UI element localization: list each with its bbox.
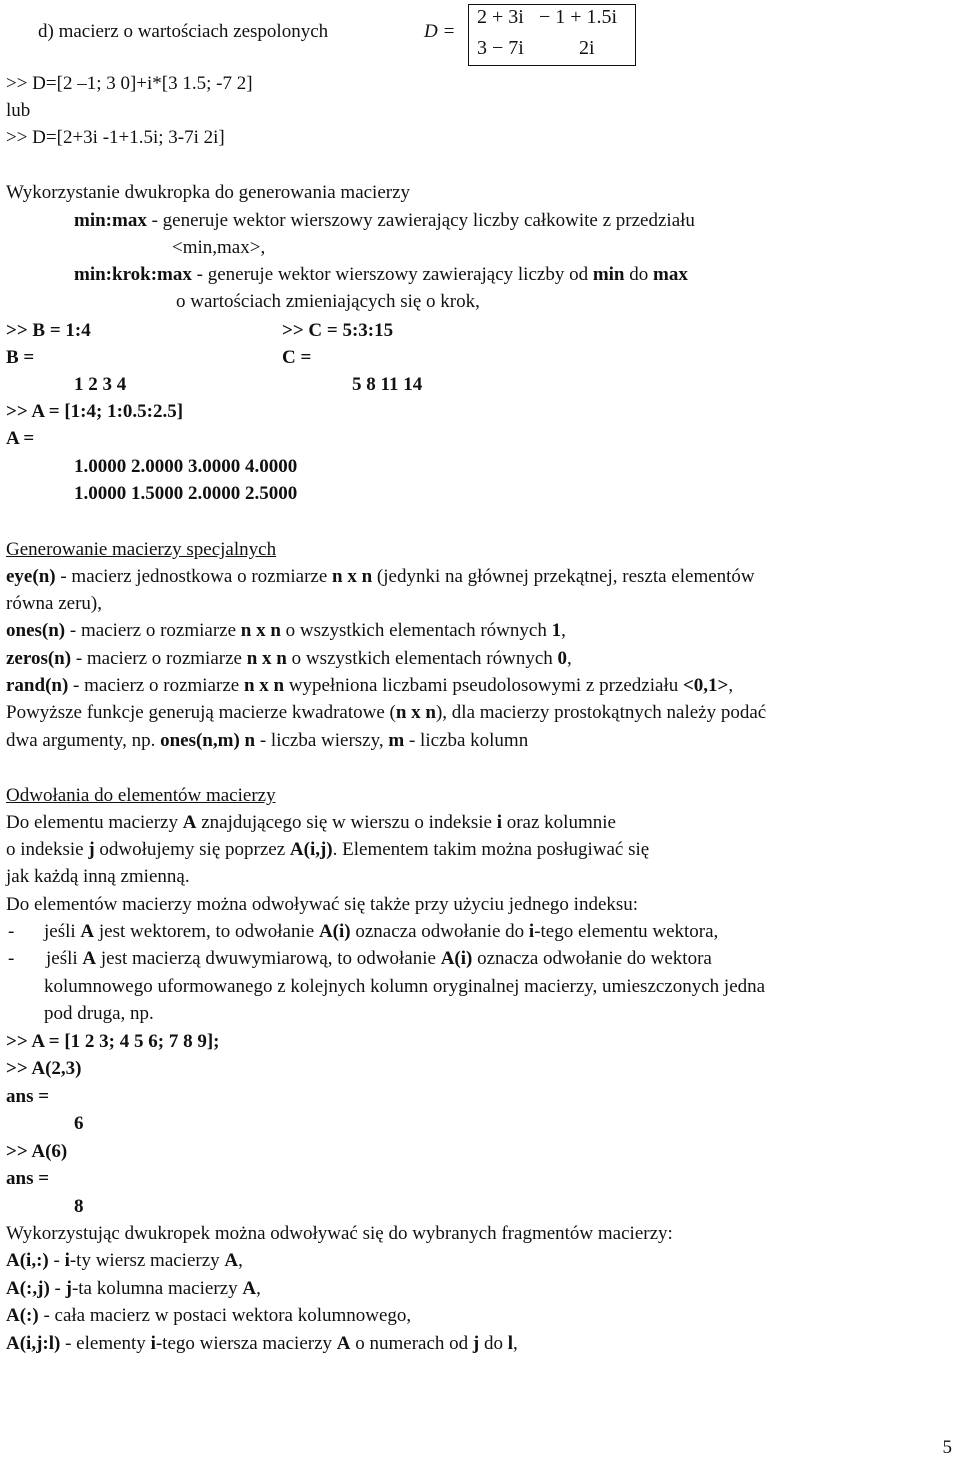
text-line: A(i,:) - i-ty wiersz macierzy A, [6,1250,243,1271]
text-line: zeros(n) - macierz o rozmiarze n x n o wszystkich elementach równych 0, [6,648,572,669]
command-line: >> A = [1:4; 1:0.5:2.5] [6,401,184,422]
list-dash: - [8,948,15,969]
complex-matrix [468,4,636,66]
text-line: o indeksie j odwołujemy się poprzez A(i,j). Elementem takim można posługiwać się [6,839,650,860]
command-line: >> C = 5:3:15 [282,320,394,341]
matrix-cell: 3 − 7i [477,37,524,59]
section-heading: Generowanie macierzy specjalnych [6,539,277,560]
text-line: A(i,j:l) - elementy i-tego wiersza macierzy A o numerach od j do l, [6,1333,518,1354]
text-line: Powyższe funkcje generują macierze kwadratowe (n x n), dla macierzy prostokątnych należy podać [6,702,767,723]
list-item-continuation: kolumnowego uformowanego z kolejnych kolumn oryginalnej macierzy, umieszczonych jedna [44,976,766,997]
text-line: lub [6,100,31,121]
command-line: >> D=[2 –1; 3 0]+i*[3 1.5; -7 2] [6,73,253,94]
output-line: 1 2 3 4 [74,374,127,395]
text-line: rand(n) - macierz o rozmiarze n x n wypełniona liczbami pseudolosowymi z przedziału <0,1>, [6,675,734,696]
command-line: >> A = [1 2 3; 4 5 6; 7 8 9]; [6,1031,220,1052]
text-line: dwa argumenty, np. ones(n,m) n - liczba wierszy, m - liczba kolumn [6,730,529,751]
output-line: 1.0000 1.5000 2.0000 2.5000 [74,483,298,504]
page-number: 5 [942,1437,952,1458]
text-line: A(:,j) - j-ta kolumna macierzy A, [6,1278,261,1299]
list-item: jeśli A jest macierzą dwuwymiarową, to odwołanie A(i) oznacza odwołanie do wektora [46,948,712,969]
command-line: >> A(6) [6,1141,68,1162]
matrix-cell: − 1 + 1.5i [539,6,618,28]
list-item: jeśli A jest wektorem, to odwołanie A(i) oznacza odwołanie do i-tego elementu wektora, [44,921,719,942]
matrix-cell: 2i [579,37,595,59]
text-line: jak każdą inną zmienną. [6,866,190,887]
text-line: min:max - generuje wektor wierszowy zawierający liczby całkowite z przedziału [74,210,695,231]
output-line: C = [282,347,312,368]
matrix-variable: D = [424,21,456,42]
text-line: eye(n) - macierz jednostkowa o rozmiarze n x n (jedynki na głównej przekątnej, reszta elementów [6,566,755,587]
text-line: Do elementów macierzy można odwoływać się także przy użyciu jednego indeksu: [6,894,639,915]
text-line: o wartościach zmieniających się o krok, [176,291,480,312]
output-line: 5 8 11 14 [352,374,423,395]
output-line: 8 [74,1196,84,1217]
section-heading: Odwołania do elementów macierzy [6,785,276,806]
output-line: ans = [6,1168,50,1189]
output-line: A = [6,428,35,449]
item-label: d) macierz o wartościach zespolonych [38,21,329,42]
output-line: 6 [74,1113,84,1134]
text-line: ones(n) - macierz o rozmiarze n x n o wszystkich elementach równych 1, [6,620,566,641]
text-line: A(:) - cała macierz w postaci wektora kolumnowego, [6,1305,412,1326]
output-line: ans = [6,1086,50,1107]
matrix-cell: 2 + 3i [477,6,524,28]
command-line: >> D=[2+3i -1+1.5i; 3-7i 2i] [6,127,225,148]
text-line: <min,max>, [172,237,266,258]
output-line: 1.0000 2.0000 3.0000 4.0000 [74,456,298,477]
list-dash: - [8,921,15,942]
command-line: >> B = 1:4 [6,320,91,341]
output-line: B = [6,347,35,368]
command-line: >> A(2,3) [6,1058,82,1079]
text-line: Do elementu macierzy A znajdującego się w wierszu o indeksie i oraz kolumnie [6,812,616,833]
list-item-continuation: pod druga, np. [44,1003,154,1024]
text-line: min:krok:max - generuje wektor wierszowy zawierający liczby od min do max [74,264,688,285]
text-line: równa zeru), [6,593,103,614]
section-heading: Wykorzystanie dwukropka do generowania macierzy [6,182,411,203]
text-line: Wykorzystując dwukropek można odwoływać się do wybranych fragmentów macierzy: [6,1223,673,1244]
